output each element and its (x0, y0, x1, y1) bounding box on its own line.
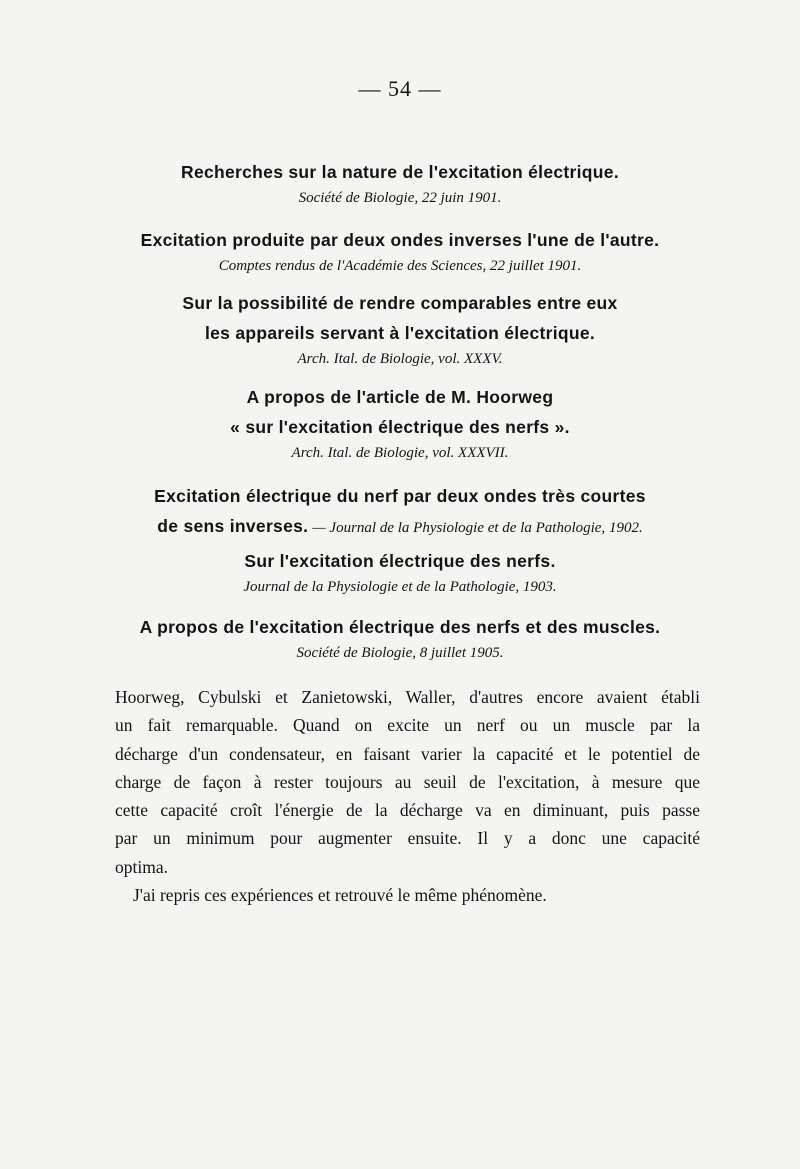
entry-citation: Arch. Ital. de Biologie, vol. XXXVII. (291, 445, 509, 461)
text-line: cette capacité croît l'énergie de la décharge va en diminuant, puis passe (115, 800, 700, 821)
entry-title-line: A propos de l'article de M. Hoorweg (246, 387, 554, 407)
entry-title: A propos de l'excitation électrique des nerfs et des muscles. (139, 617, 661, 637)
entry-title: Recherches sur la nature de l'excitation électrique. (181, 162, 619, 182)
entry-title: Excitation produite par deux ondes inverses l'une de l'autre. (140, 230, 660, 250)
entry-citation: Comptes rendus de l'Académie des Sciences, 22 juillet 1901. (218, 258, 582, 274)
entry-title-with-citation (0, 511, 800, 541)
bibliography-entry (0, 225, 800, 277)
entry-title-line: « sur l'excitation électrique des nerfs ». (230, 417, 570, 437)
entry-citation: Société de Biologie, 8 juillet 1905. (296, 645, 504, 661)
bibliography-entry (0, 157, 800, 209)
entry-citation: Journal de la Physiologie et de la Pathologie, 1903. (243, 579, 557, 595)
text-line: par un minimum pour augmenter ensuite. Il y a donc une capacité (115, 828, 700, 849)
entry-citation: Société de Biologie, 22 juin 1901. (298, 190, 502, 206)
entry-title-line: Sur la possibilité de rendre comparables entre eux (182, 293, 618, 313)
bibliography-entry (0, 288, 800, 370)
bibliography-entry (0, 481, 800, 541)
bibliography-entry (0, 546, 800, 598)
bibliography-entry (0, 382, 800, 464)
entry-citation: Arch. Ital. de Biologie, vol. XXXV. (297, 351, 503, 367)
paragraph (115, 683, 700, 881)
text-line: charge de façon à rester toujours au seuil de l'excitation, à mesure que (115, 771, 700, 792)
paragraph: J'ai repris ces expériences et retrouvé le même phénomène. (133, 885, 547, 906)
entry-title: Sur l'excitation électrique des nerfs. (244, 551, 556, 571)
entry-title-line: de sens inverses. (157, 516, 309, 536)
body-text (115, 683, 700, 909)
entry-citation: — Journal de la Physiologie et de la Pathologie, 1902. (312, 520, 643, 536)
entry-title-line: les appareils servant à l'excitation électrique. (204, 323, 596, 343)
text-line: optima. (115, 856, 168, 877)
text-line: un fait remarquable. Quand on excite un nerf ou un muscle par la (115, 715, 700, 736)
text-line: décharge d'un condensateur, en faisant varier la capacité et le potentiel de (115, 743, 700, 764)
text-line: Hoorweg, Cybulski et Zanietowski, Waller, d'autres encore avaient établi (115, 687, 700, 707)
entry-title-line: Excitation électrique du nerf par deux ondes très courtes (154, 486, 646, 506)
bibliography-entry (0, 612, 800, 664)
page-number: — 54 — (358, 76, 442, 101)
